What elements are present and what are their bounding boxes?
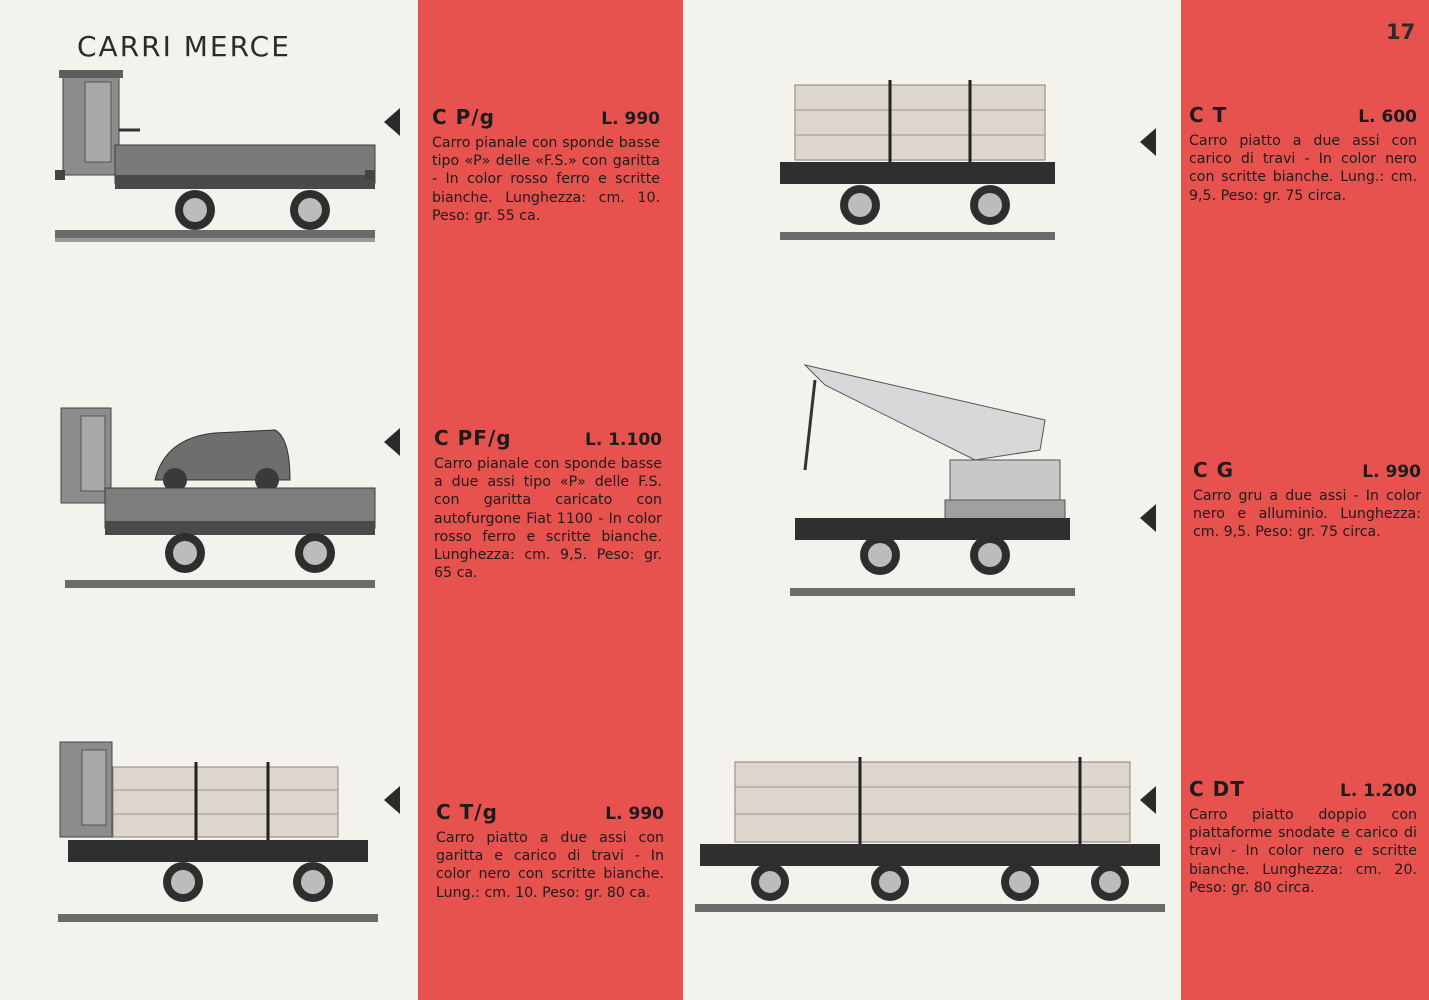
product-cdt	[1189, 778, 1417, 897]
product-description: Carro piatto a due assi con carico di travi - In color nero con scritte bianche. Lung.: cm. 9,5. Peso: gr. 75 circa.	[1189, 133, 1417, 204]
flat-wagon-with-cabin-illustration	[55, 70, 375, 250]
product-code: C DT	[1189, 777, 1245, 801]
wagon-image-ctg	[58, 742, 378, 927]
product-cpfg	[434, 427, 662, 582]
wagon-image-ct	[780, 80, 1055, 245]
product-description: Carro pianale con sponde basse tipo «P» delle «F.S.» con garitta - In color rosso ferro e scritte bianche. Lunghezza: cm. 10. Peso: gr. 55 ca.	[432, 135, 660, 224]
product-cpg	[432, 106, 660, 225]
product-description: Carro gru a due assi - In color nero e alluminio. Lunghezza: cm. 9,5. Peso: gr. 75 circa.	[1193, 488, 1421, 541]
wagon-image-cg	[785, 360, 1075, 600]
product-code: C PF/g	[434, 426, 512, 450]
product-code: C P/g	[432, 105, 495, 129]
page-title: CARRI MERCE	[77, 30, 291, 63]
page-number: 17	[1386, 20, 1416, 44]
flat-wagon-with-van-illustration	[55, 408, 375, 590]
pointer-triangle-icon	[384, 428, 400, 456]
crane-wagon-illustration	[785, 360, 1075, 600]
wagon-image-cpg	[55, 70, 375, 250]
product-code: C T	[1189, 103, 1228, 127]
pointer-triangle-icon	[1140, 786, 1156, 814]
product-description: Carro piatto doppio con piattaforme snodate e carico di travi - In color nero e scritte bianche. Lunghezza: cm. 20. Peso: gr. 80 circa.	[1189, 807, 1417, 896]
product-code: C T/g	[436, 800, 498, 824]
product-price: L. 1.200	[1340, 781, 1417, 801]
beam-wagon-illustration	[780, 80, 1055, 245]
product-ct	[1189, 104, 1417, 205]
product-ctg	[436, 801, 664, 902]
product-price: L. 990	[601, 109, 660, 129]
product-price: L. 990	[605, 804, 664, 824]
product-cg	[1193, 459, 1421, 542]
product-price: L. 1.100	[585, 430, 662, 450]
double-beam-wagon-illustration	[690, 752, 1165, 917]
product-description: Carro piatto a due assi con garitta e carico di travi - In color nero con scritte bianche. Lung.: cm. 10. Peso: gr. 80 ca.	[436, 830, 664, 901]
beam-wagon-with-cabin-illustration	[58, 742, 378, 927]
pointer-triangle-icon	[1140, 504, 1156, 532]
pointer-triangle-icon	[384, 108, 400, 136]
product-description: Carro pianale con sponde basse a due assi tipo «P» delle F.S. con garitta caricato con autofurgone Fiat 1100 - In color rosso ferro e scritte bianche. Lunghezza: cm. 9,5. Peso: gr. 65 ca.	[434, 456, 662, 582]
product-code: C G	[1193, 458, 1235, 482]
pointer-triangle-icon	[384, 786, 400, 814]
wagon-image-cpfg	[55, 408, 375, 590]
product-price: L. 600	[1358, 107, 1417, 127]
pointer-triangle-icon	[1140, 128, 1156, 156]
product-price: L. 990	[1362, 462, 1421, 482]
wagon-image-cdt	[690, 752, 1165, 917]
